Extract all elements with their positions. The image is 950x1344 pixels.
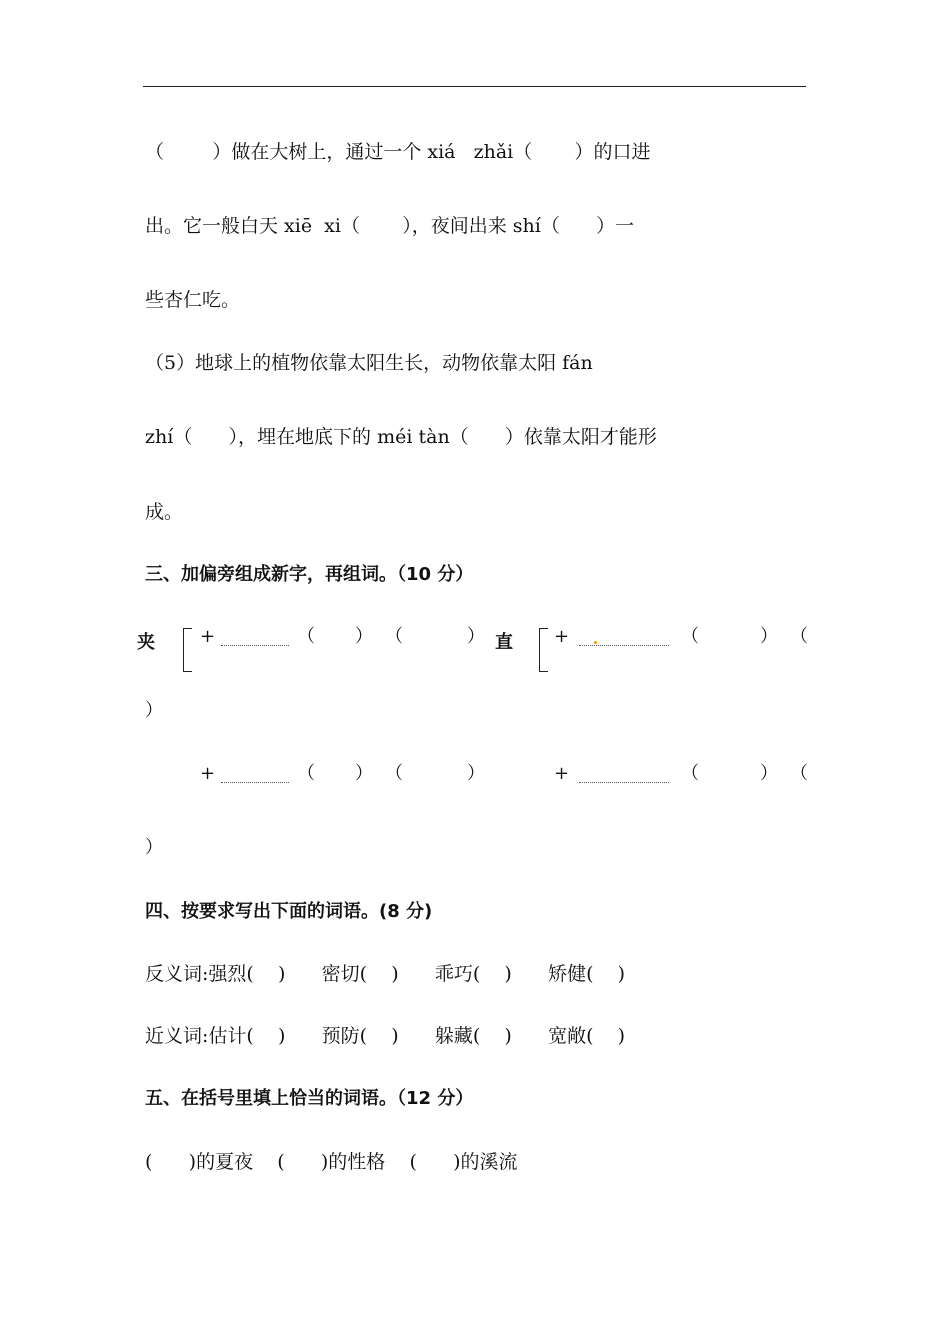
q2-passage-line-1: （ ）做在大树上，通过一个 xiá zhǎi（ ）的口进 (145, 141, 651, 163)
q3-brace-right (539, 628, 548, 672)
q3-paren-open: （ (297, 763, 315, 784)
q3-plus: + (554, 763, 570, 784)
q4-heading: 四、按要求写出下面的词语。(8 分) (145, 901, 433, 922)
q3-radical-blank[interactable] (221, 782, 289, 784)
q3-heading: 三、加偏旁组成新字，再组词。（10 分） (145, 564, 474, 585)
q2-item5-line-2: zhí（ ），埋在地底下的 méi tàn（ ）依靠太阳才能形 (145, 426, 657, 448)
q3-paren-close: ） (467, 626, 485, 647)
q3-char-zhi: 直 (495, 632, 513, 653)
q3-paren-open: （ (385, 763, 403, 784)
q3-paren-close: ） (355, 626, 373, 647)
q3-paren-close: ） (145, 700, 163, 721)
header-rule (143, 86, 806, 87)
q3-paren-open: （ (681, 763, 699, 784)
q3-radical-blank[interactable] (579, 782, 669, 784)
q2-item5-line-3: 成。 (145, 501, 184, 523)
q3-paren-close: ） (760, 763, 778, 784)
q3-paren-close: ） (467, 763, 485, 784)
q3-paren-close: ） (355, 763, 373, 784)
q5-heading: 五、在括号里填上恰当的词语。（12 分） (145, 1088, 474, 1109)
q3-radical-blank[interactable] (221, 645, 289, 647)
q2-passage-line-2: 出。它一般白天 xiē xi（ ），夜间出来 shí（ ）一 (145, 215, 635, 237)
q4-synonyms: 近义词:估计( ) 预防( ) 躲藏( ) 宽敞( ) (145, 1025, 626, 1047)
q3-paren-open: （ (297, 626, 315, 647)
q3-paren-open: （ (790, 626, 808, 647)
q5-line-1: ( )的夏夜 ( )的性格 ( )的溪流 (145, 1151, 518, 1173)
q3-radical-blank[interactable] (579, 645, 669, 647)
q3-paren-open: （ (790, 763, 808, 784)
q3-paren-open: （ (681, 626, 699, 647)
q3-paren-open: （ (385, 626, 403, 647)
q3-plus: + (200, 626, 216, 647)
q2-passage-line-3: 些杏仁吃。 (145, 289, 241, 311)
q2-item5-line-1: （5）地球上的植物依靠太阳生长，动物依靠太阳 fán (145, 352, 593, 374)
q3-char-jia: 夹 (137, 632, 155, 653)
q3-brace-left (183, 628, 192, 672)
q4-antonyms: 反义词:强烈( ) 密切( ) 乖巧( ) 矫健( ) (145, 963, 626, 985)
q3-paren-close: ） (760, 626, 778, 647)
decorative-dot (594, 641, 597, 644)
q3-paren-close: ） (145, 837, 163, 858)
q3-plus: + (554, 626, 570, 647)
q3-plus: + (200, 763, 216, 784)
